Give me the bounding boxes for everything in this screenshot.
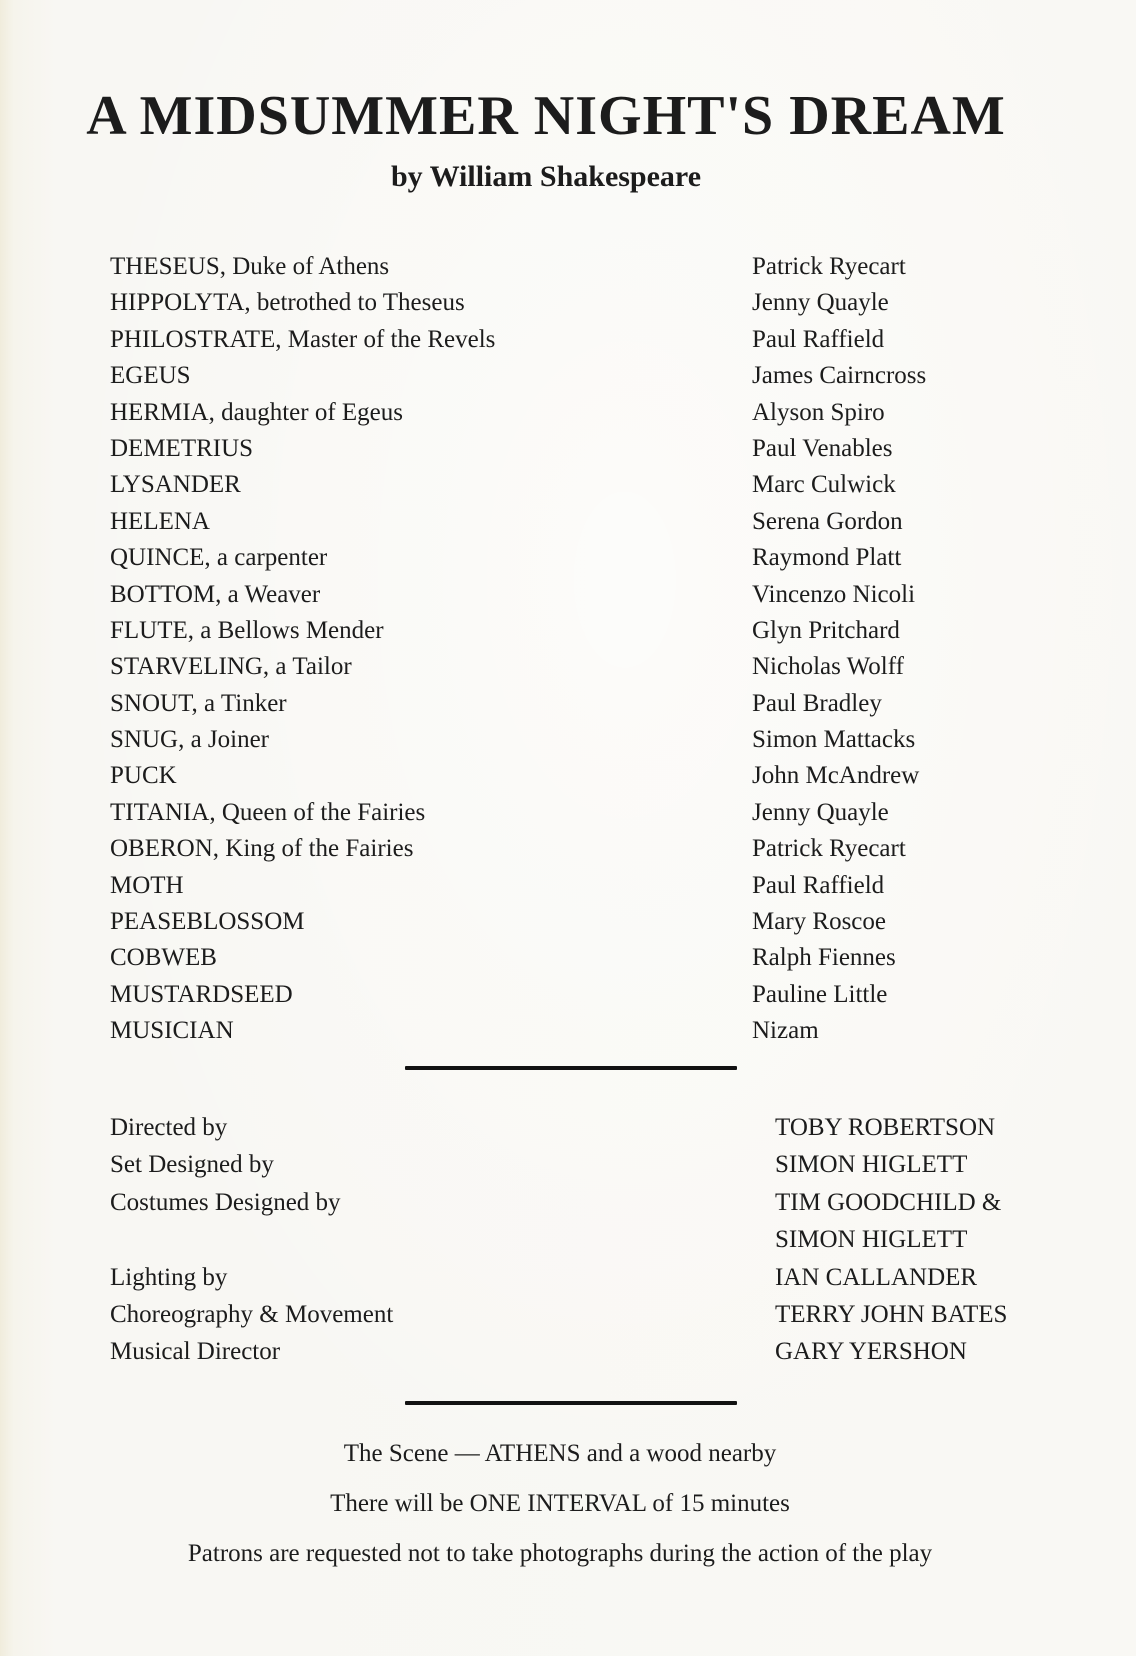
cast-row [110, 431, 1050, 467]
photography-notice: Patrons are requested not to take photographs during the action of the play [187, 1540, 933, 1567]
role-name: PUCK [110, 762, 177, 790]
credit-value: GARY YERSHON [775, 1338, 967, 1366]
credit-value: IAN CALLANDER [775, 1263, 978, 1291]
cast-row [110, 904, 1050, 940]
credit-label: Set Designed by [110, 1151, 274, 1179]
cast-row [110, 285, 1050, 321]
actor-name: Ralph Fiennes [752, 944, 896, 972]
role-name: COBWEB [110, 944, 217, 972]
cast-row [110, 540, 1050, 576]
actor-name: Serena Gordon [752, 507, 903, 535]
actor-name: Paul Raffield [752, 871, 885, 899]
actor-name: Raymond Platt [752, 544, 902, 572]
role-name: QUINCE, a carpenter [110, 544, 328, 572]
role-name: STARVELING, a Tailor [110, 653, 352, 681]
credit-label: Costumes Designed by [110, 1188, 341, 1216]
role-name: TITANIA, Queen of the Fairies [110, 798, 426, 826]
role-name: DEMETRIUS [110, 434, 254, 462]
cast-row [110, 358, 1050, 394]
actor-name: Patrick Ryecart [752, 253, 906, 280]
role-name: FLUTE, a Bellows Mender [110, 616, 384, 644]
cast-row [110, 395, 1050, 431]
credit-label: Choreography & Movement [110, 1300, 394, 1328]
divider-bottom [405, 1401, 737, 1405]
credit-row [110, 1333, 1050, 1370]
cast-row [110, 831, 1050, 867]
credit-value: TIM GOODCHILD & [775, 1188, 1002, 1216]
cast-row [110, 868, 1050, 904]
role-name: MUSTARDSEED [110, 980, 293, 1008]
credit-value: SIMON HIGLETT [775, 1226, 968, 1254]
actor-name: Mary Roscoe [752, 908, 886, 936]
role-name: HIPPOLYTA, betrothed to Theseus [110, 289, 465, 317]
cast-row [110, 249, 1050, 285]
actor-name: Paul Bradley [752, 689, 882, 717]
actor-name: Patrick Ryecart [752, 835, 906, 863]
credit-row [110, 1259, 1050, 1296]
cast-row [110, 722, 1050, 758]
actor-name: Glyn Pritchard [752, 616, 900, 644]
actor-name: John McAndrew [752, 762, 920, 790]
actor-name: Jenny Quayle [752, 289, 889, 317]
cast-row [110, 795, 1050, 831]
actor-name: Nicholas Wolff [752, 653, 904, 681]
page-title: A MIDSUMMER NIGHT'S DREAM [86, 85, 1006, 147]
role-name: MOTH [110, 871, 184, 899]
credit-label: Lighting by [110, 1263, 228, 1291]
credits-list [110, 1109, 1050, 1371]
role-name: BOTTOM, a Weaver [110, 580, 321, 608]
divider-top [405, 1066, 737, 1070]
interval-line: There will be ONE INTERVAL of 15 minutes [330, 1490, 790, 1517]
cast-row [110, 322, 1050, 358]
actor-name: Marc Culwick [752, 471, 896, 499]
cast-row [110, 649, 1050, 685]
byline: by William Shakespeare [390, 160, 702, 193]
cast-row [110, 613, 1050, 649]
credit-row [110, 1146, 1050, 1183]
cast-row [110, 940, 1050, 976]
role-name: PEASEBLOSSOM [110, 908, 305, 936]
credit-row [110, 1184, 1050, 1221]
role-name: MUSICIAN [110, 1017, 234, 1045]
cast-list [110, 249, 1050, 1050]
cast-row [110, 577, 1050, 613]
credit-label: Directed by [110, 1114, 228, 1141]
actor-name: Nizam [752, 1017, 819, 1045]
role-name: THESEUS, Duke of Athens [110, 253, 390, 280]
credit-row [110, 1296, 1050, 1333]
actor-name: Pauline Little [752, 980, 888, 1008]
credit-row [110, 1221, 1050, 1258]
actor-name: Jenny Quayle [752, 798, 889, 826]
credit-row [110, 1109, 1050, 1146]
role-name: HELENA [110, 507, 210, 535]
actor-name: Paul Raffield [752, 325, 885, 353]
role-name: EGEUS [110, 362, 191, 390]
role-name: LYSANDER [110, 471, 241, 499]
cast-row [110, 686, 1050, 722]
credit-value: TERRY JOHN BATES [775, 1300, 1008, 1328]
credit-value: SIMON HIGLETT [775, 1151, 968, 1179]
role-name: SNOUT, a Tinker [110, 689, 287, 717]
actor-name: Vincenzo Nicoli [752, 580, 916, 608]
cast-row [110, 504, 1050, 540]
role-name: HERMIA, daughter of Egeus [110, 398, 403, 426]
cast-row [110, 977, 1050, 1013]
role-name: SNUG, a Joiner [110, 726, 270, 754]
cast-row [110, 1013, 1050, 1049]
credit-value: TOBY ROBERTSON [775, 1114, 996, 1141]
actor-name: Alyson Spiro [752, 398, 885, 426]
cast-row [110, 758, 1050, 794]
scene-line: The Scene — ATHENS and a wood nearby [343, 1440, 777, 1467]
actor-name: Simon Mattacks [752, 726, 916, 754]
actor-name: Paul Venables [752, 434, 893, 462]
credit-label: Musical Director [110, 1338, 281, 1366]
role-name: PHILOSTRATE, Master of the Revels [110, 325, 496, 353]
actor-name: James Cairncross [752, 362, 927, 390]
role-name: OBERON, King of the Fairies [110, 835, 414, 863]
cast-row [110, 467, 1050, 503]
